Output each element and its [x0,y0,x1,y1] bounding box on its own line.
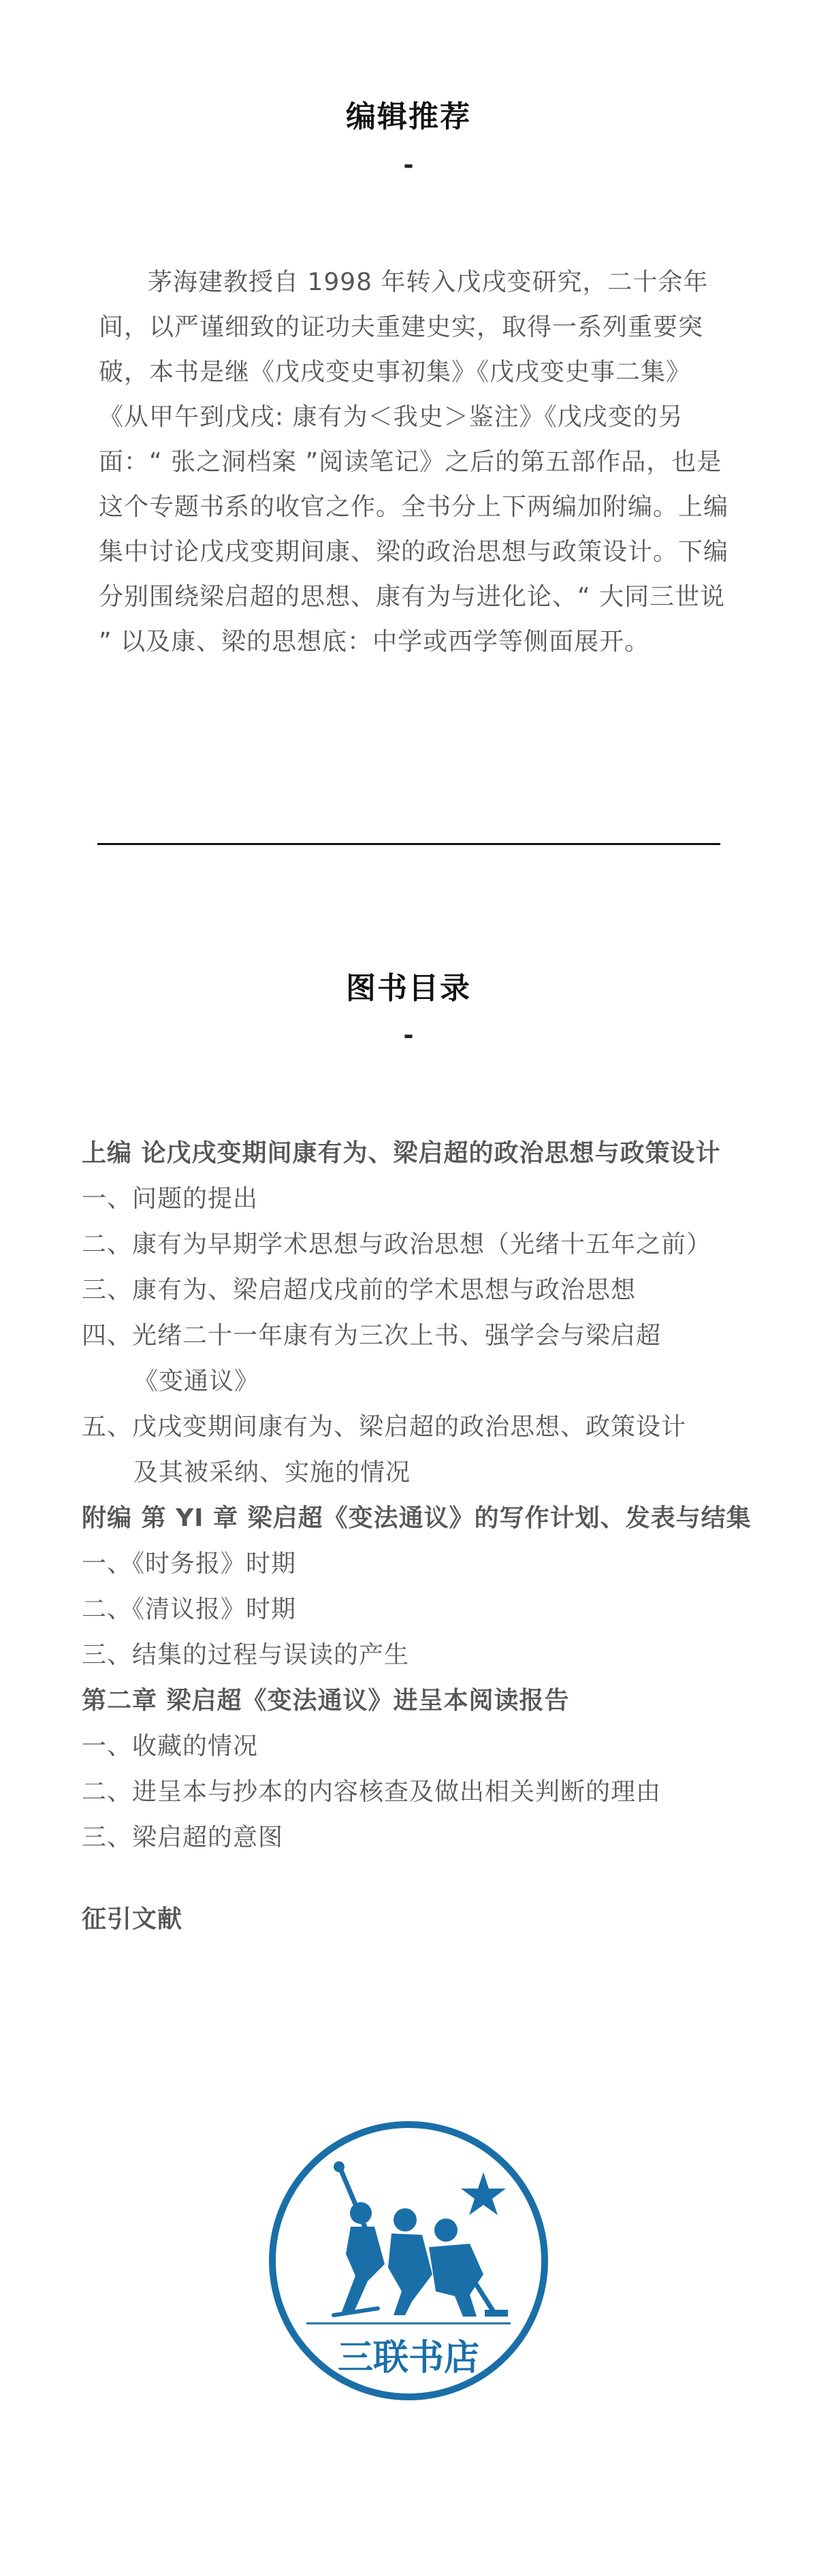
section-divider [97,843,720,845]
toc-item: 二、康有为早期学术思想与政治思想（光绪十五年之前） [82,1230,712,1258]
toc-item: 三、结集的过程与误读的产生 [82,1641,410,1669]
toc-part-heading: 附编 第 YI 章 梁启超《变法通议》的写作计划、发表与结集 [82,1504,752,1532]
toc-item: 二、《清议报》时期 [82,1595,297,1623]
svg-text:三联书店: 三联书店 [337,2337,480,2379]
toc-part-heading: 上编 论戊戌变期间康有为、梁启超的政治思想与政策设计 [82,1139,721,1167]
toc-item: 五、戊戌变期间康有为、梁启超的政治思想、政策设计 [82,1413,687,1441]
editor-recommend-dash: - [403,151,414,179]
toc-item: 二、进呈本与抄本的内容核查及做出相关判断的理由 [82,1778,662,1806]
toc-item: 一、收藏的情况 [82,1732,259,1760]
sanlian-logo [266,2118,551,2404]
sanlian-logo-icon [266,2118,551,2404]
toc-item: 三、康有为、梁启超戊戌前的学术思想与政治思想 [82,1276,637,1304]
toc-item: 一、《时务报》时期 [82,1550,297,1578]
references-heading: 征引文献 [82,1905,183,1933]
editor-recommend-body: 茅海建教授自 1998 年转入戊戌变研究，二十余年间，以严谨细致的证功夫重建史实，取得一系列重要突破，本书是继《戊戌变史事初集》《戊戌变史事二集》《从甲午到戊戌: 康有为＜我史＞鉴注》《戊戌变的另面：“ 张之洞档案 ”阅读笔记》之后的第五部作品，也是这个专题书系的收官之作。全书分上下两编加附编。上编集中讨论戊戌变期间康、梁的政治思想与政策设计。下编分别围绕梁启超的思想、康有为与进化论、“ 大同三世说 ” 以及康、梁的思想底：中学或西学等侧面展开。 [99,268,729,656]
editor-recommend-title: 编辑推荐 [346,99,471,134]
toc-item: 三、梁启超的意图 [82,1824,284,1851]
toc-list [82,1130,803,1860]
toc-dash: - [403,1021,414,1049]
toc-item: 及其被采纳、实施的情况 [133,1459,411,1486]
toc-title: 图书目录 [346,971,471,1006]
toc-part-heading: 第二章 梁启超《变法通议》进呈本阅读报告 [82,1687,570,1715]
toc-item: 《变通议》 [133,1367,260,1395]
toc-item: 一、问题的提出 [82,1185,259,1213]
toc-item: 四、光绪二十一年康有为三次上书、强学会与梁启超 [82,1322,662,1350]
